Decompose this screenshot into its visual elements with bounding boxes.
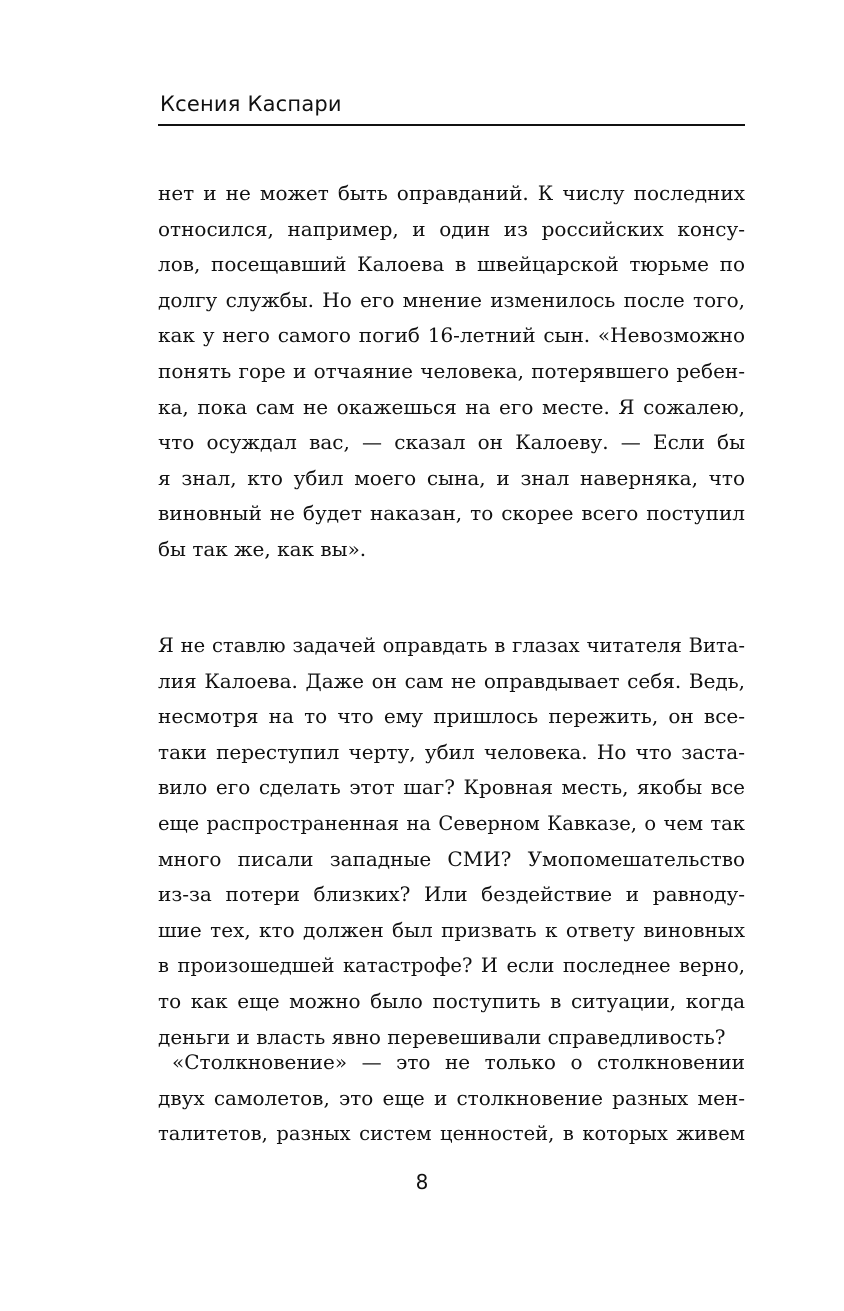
running-header-author: Ксения Каспари xyxy=(160,92,342,116)
text-line: понять горе и отчаяние человека, потерявшего ребен- xyxy=(158,358,745,383)
text-line: из-за потери близких? Или бездействие и равноду- xyxy=(158,882,745,907)
text-line: я знал, кто убил моего сына, и знал наверняка, что xyxy=(158,465,745,490)
text-line: несмотря на то что ему пришлось пережить, он все- xyxy=(158,704,745,729)
header-rule xyxy=(158,124,745,126)
text-line: вило его сделать этот шаг? Кровная месть, якобы все xyxy=(158,775,745,800)
text-line: шие тех, кто должен был призвать к ответу виновных xyxy=(158,917,745,942)
text-line: в произошедшей катастрофе? И если последнее верно, xyxy=(158,954,745,978)
text-line: виновный не будет наказан, то скорее всего поступил xyxy=(158,501,745,526)
text-line: талитетов, разных систем ценностей, в которых живем xyxy=(158,1122,745,1146)
paragraph-2 xyxy=(158,628,745,1055)
text-line: то как еще можно было поступить в ситуации, когда xyxy=(158,988,745,1013)
text-line: деньги и власть явно перевешивали справедливость? xyxy=(158,1024,726,1049)
text-line: лия Калоева. Даже он сам не оправдывает себя. Ведь, xyxy=(158,668,745,693)
text-line: ка, пока сам не окажешься на его месте. Я сожалею, xyxy=(158,394,745,419)
paragraph-1 xyxy=(158,176,745,568)
text-line: нет и не может быть оправданий. К числу последних xyxy=(158,181,745,205)
paragraph-3 xyxy=(158,1045,745,1152)
text-line: относился, например, и один из российских консу- xyxy=(158,216,745,241)
text-line: таки переступил черту, убил человека. Но что заста- xyxy=(158,739,745,764)
text-line: лов, посещавший Калоева в швейцарской тюрьме по xyxy=(158,252,745,277)
text-line: бы так же, как вы». xyxy=(158,536,367,561)
page-number: 8 xyxy=(415,1170,429,1194)
text-line: двух самолетов, это еще и столкновение разных мен- xyxy=(158,1085,745,1110)
text-line: Я не ставлю задачей оправдать в глазах читателя Вита- xyxy=(158,634,745,657)
text-line: еще распространенная на Северном Кавказе, о чем так xyxy=(158,811,745,835)
text-line: как у него самого погиб 16-летний сын. «Невозможно xyxy=(158,323,745,348)
text-line: что осуждал вас, — сказал он Калоеву. — Если бы xyxy=(158,430,745,455)
text-line: много писали западные СМИ? Умопомешательство xyxy=(158,846,745,871)
text-line: «Столкновение» — это не только о столкновении xyxy=(172,1050,745,1074)
text-line: долгу службы. Но его мнение изменилось после того, xyxy=(158,287,745,312)
